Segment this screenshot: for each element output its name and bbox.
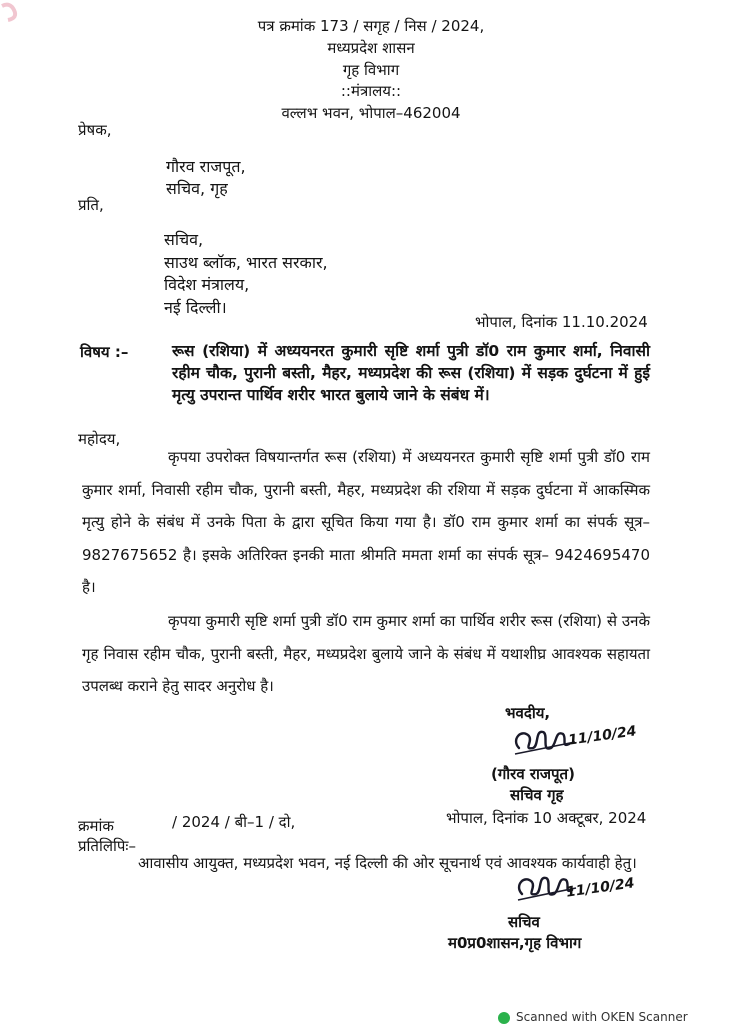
salutation: महोदय, xyxy=(78,430,121,448)
letter-number: पत्र क्रमांक 173 / सगृह / निस / 2024, xyxy=(257,17,485,35)
recipient-line4: नई दिल्ली। xyxy=(164,298,227,317)
endorsement-number: / 2024 / बी–1 / दो, xyxy=(172,813,296,831)
endorsement-department: म0प्र0शासन,गृह विभाग xyxy=(448,934,582,952)
recipient-line1: सचिव, xyxy=(164,230,204,249)
endorsement-date: भोपाल, दिनांक 10 अक्टूबर, 2024 xyxy=(446,809,647,827)
recipient-line2: साउथ ब्लॉक, भारत सरकार, xyxy=(164,253,328,272)
office-address: वल्लभ भवन, भोपाल–462004 xyxy=(281,104,461,122)
closing-text: भवदीय, xyxy=(505,704,551,722)
scanner-logo-icon xyxy=(498,1012,510,1024)
copy-label: प्रतिलिपिः– xyxy=(78,837,136,855)
subject-text: रूस (रशिया) में अध्ययनरत कुमारी सृष्टि शर्मा पुत्री डॉ0 राम कुमार शर्मा, निवासी रहीम चौक, पुरानी बस्ती, मैहर, मध्यप्रदेश की रूस (रशिया) में सड़क दुर्घटना में हुई मृत्यु उपरान्त पार्थिव शरीर भारत बुलाये जाने के संबंध में। xyxy=(172,342,650,404)
scanner-watermark xyxy=(498,1010,742,1024)
department-name: गृह विभाग xyxy=(342,61,400,79)
body-paragraph-2: कृपया कुमारी सृष्टि शर्मा पुत्री डॉ0 राम कुमार शर्मा का पार्थिव शरीर रूस (रशिया) से उनके गृह निवास रहीम चौक, पुरानी बस्ती, मैहर, मध्यप्रदेश बुलाये जाने के संबंध में यथाशीघ्र आवश्यक सहायता उपलब्ध कराने हेतु सादर अनुरोध है। xyxy=(82,612,650,695)
sender-label: प्रेषक, xyxy=(78,121,112,139)
endorsement-number-label: क्रमांक xyxy=(78,817,114,835)
recipient-label: प्रति, xyxy=(78,196,104,214)
scanner-text: Scanned with OKEN Scanner xyxy=(516,1010,688,1024)
letter-date: भोपाल, दिनांक 11.10.2024 xyxy=(475,313,648,331)
sender-name: गौरव राजपूत, xyxy=(166,157,246,176)
signature-date-1: 11/10/24 xyxy=(567,723,638,749)
signatory-designation: सचिव गृह xyxy=(510,786,564,804)
signature-date-2: 11/10/24 xyxy=(565,875,636,901)
recipient-line3: विदेश मंत्रालय, xyxy=(164,275,250,294)
body-paragraph-1: कृपया उपरोक्त विषयान्तर्गत रूस (रशिया) में अध्ययनरत कुमारी सृष्टि शर्मा पुत्री डॉ0 राम कुमार शर्मा, निवासी रहीम चौक, पुरानी बस्ती, मैहर, मध्यप्रदेश की रशिया में सड़क दुर्घटना में आकस्मिक मृत्यु होने के संबंध में उनके पिता के द्वारा सूचित किया गया है। डॉ0 राम कुमार शर्मा का संपर्क सूत्र– 9827675652 है। इसके अतिरिक्त इनकी माता श्रीमति ममता शर्मा का संपर्क सूत्र– 9424695470 है। xyxy=(82,448,650,596)
endorsement-designation: सचिव xyxy=(508,913,540,931)
copy-text: आवासीय आयुक्त, मध्यप्रदेश भवन, नई दिल्ली की ओर सूचनार्थ एवं आवश्यक कार्यवाही हेतु। xyxy=(138,854,637,872)
signatory-name: (गौरव राजपूत) xyxy=(491,765,575,783)
subject-label: विषय :– xyxy=(80,343,129,361)
sender-designation: सचिव, गृह xyxy=(166,179,228,198)
office-name: ::मंत्रालय:: xyxy=(340,82,402,100)
government-name: मध्यप्रदेश शासन xyxy=(327,39,415,57)
